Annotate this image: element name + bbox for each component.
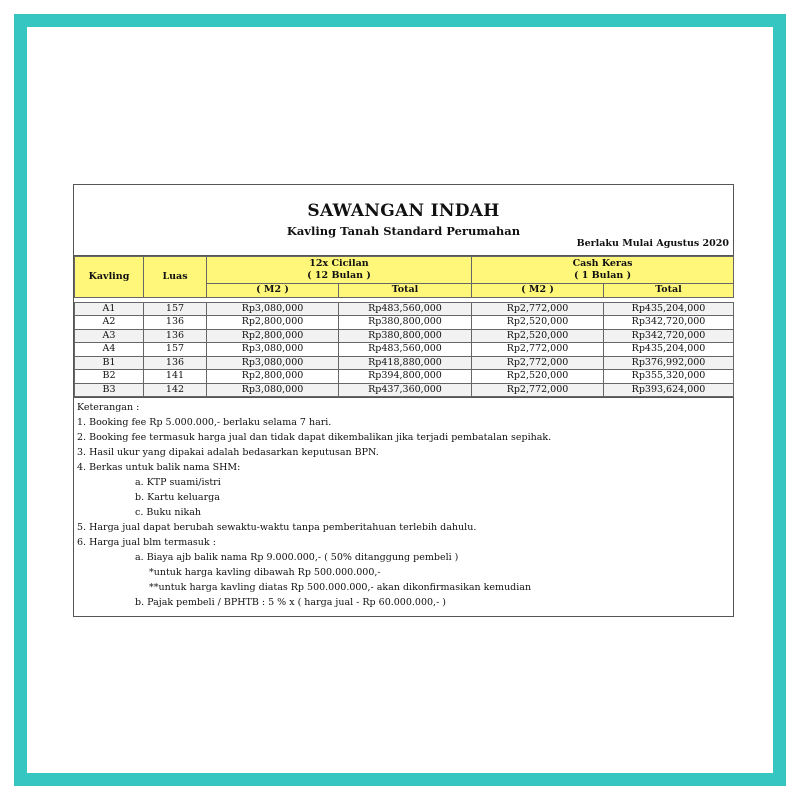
cell-cicilan-m2: Rp3,080,000 [207, 356, 339, 370]
cell-cash-total: Rp342,720,000 [604, 316, 734, 330]
note-6a-2: **untuk harga kavling diatas Rp 500.000.000,- akan dikonfirmasikan kemudian [149, 582, 532, 593]
cell-luas: 157 [144, 343, 207, 357]
notes-heading: Keterangan : [77, 402, 140, 413]
cell-cicilan-m2: Rp3,080,000 [207, 302, 339, 316]
cell-luas: 136 [144, 356, 207, 370]
cell-cicilan-total: Rp380,800,000 [339, 329, 472, 343]
price-table [74, 256, 734, 397]
cell-cash-m2: Rp2,520,000 [472, 370, 604, 384]
note-4: 4. Berkas untuk balik nama SHM: [77, 462, 241, 473]
note-6a-1: *untuk harga kavling dibawah Rp 500.000.000,- [149, 567, 381, 578]
cell-cicilan-total: Rp483,560,000 [339, 302, 472, 316]
cell-luas: 136 [144, 329, 207, 343]
col-cash [472, 257, 734, 284]
table-row [75, 356, 734, 370]
col-luas: Luas [144, 257, 207, 298]
cell-luas: 136 [144, 316, 207, 330]
cell-cash-total: Rp435,204,000 [604, 302, 734, 316]
cell-kavling: A3 [75, 329, 144, 343]
note-6: 6. Harga jual blm termasuk : [77, 537, 216, 548]
cell-cash-total: Rp393,624,000 [604, 383, 734, 397]
col-cash-total: Total [604, 284, 734, 298]
cell-cicilan-m2: Rp2,800,000 [207, 370, 339, 384]
table-row [75, 302, 734, 316]
cell-cash-m2: Rp2,772,000 [472, 343, 604, 357]
note-6a: a. Biaya ajb balik nama Rp 9.000.000,- ( 50% ditanggung pembeli ) [135, 552, 459, 563]
cicilan-title: 12x Cicilan [309, 257, 369, 269]
cicilan-sub: ( 12 Bulan ) [307, 270, 371, 281]
cash-title: Cash Keras [572, 257, 633, 269]
note-5: 5. Harga jual dapat berubah sewaktu-waktu tanpa pemberitahuan terlebih dahulu. [77, 522, 477, 533]
cell-cicilan-m2: Rp3,080,000 [207, 343, 339, 357]
cell-kavling: B1 [75, 356, 144, 370]
note-2: 2. Booking fee termasuk harga jual dan tidak dapat dikembalikan jika terjadi pembatalan sepihak. [77, 432, 552, 443]
table-row [75, 343, 734, 357]
cell-cash-m2: Rp2,772,000 [472, 383, 604, 397]
cell-luas: 157 [144, 302, 207, 316]
page-title: SAWANGAN INDAH [307, 201, 500, 221]
page-subtitle: Kavling Tanah Standard Perumahan [286, 224, 521, 238]
note-6b: b. Pajak pembeli / BPHTB : 5 % x ( harga jual - Rp 60.000.000,- ) [135, 597, 447, 608]
notes-section [74, 397, 733, 616]
cell-kavling: A4 [75, 343, 144, 357]
cell-cicilan-m2: Rp2,800,000 [207, 329, 339, 343]
cell-cicilan-total: Rp483,560,000 [339, 343, 472, 357]
cell-cicilan-total: Rp418,880,000 [339, 356, 472, 370]
cell-kavling: B2 [75, 370, 144, 384]
cell-cicilan-total: Rp394,800,000 [339, 370, 472, 384]
note-4a: a. KTP suami/istri [135, 477, 221, 488]
cell-cash-total: Rp342,720,000 [604, 329, 734, 343]
cell-cash-total: Rp355,320,000 [604, 370, 734, 384]
table-body [75, 302, 734, 397]
cell-kavling: B3 [75, 383, 144, 397]
table-row [75, 329, 734, 343]
cell-cash-m2: Rp2,772,000 [472, 356, 604, 370]
cell-luas: 141 [144, 370, 207, 384]
col-cicilan-total: Total [339, 284, 472, 298]
col-cicilan [207, 257, 472, 284]
col-cash-m2: ( M2 ) [472, 284, 604, 298]
cash-sub: ( 1 Bulan ) [573, 270, 632, 281]
price-sheet [73, 184, 734, 617]
title-block [74, 185, 733, 256]
cell-cash-total: Rp376,992,000 [604, 356, 734, 370]
table-row [75, 316, 734, 330]
table-row [75, 383, 734, 397]
cell-cicilan-total: Rp380,800,000 [339, 316, 472, 330]
cell-kavling: A2 [75, 316, 144, 330]
cell-cash-m2: Rp2,772,000 [472, 302, 604, 316]
col-cicilan-m2: ( M2 ) [207, 284, 339, 298]
cell-kavling: A1 [75, 302, 144, 316]
note-4b: b. Kartu keluarga [135, 492, 220, 503]
effective-date: Berlaku Mulai Agustus 2020 [576, 238, 729, 249]
table-row [75, 370, 734, 384]
col-kavling: Kavling [75, 257, 144, 298]
cell-cicilan-m2: Rp3,080,000 [207, 383, 339, 397]
cell-cicilan-m2: Rp2,800,000 [207, 316, 339, 330]
cell-cash-total: Rp435,204,000 [604, 343, 734, 357]
note-4c: c. Buku nikah [135, 507, 202, 518]
cell-luas: 142 [144, 383, 207, 397]
cell-cash-m2: Rp2,520,000 [472, 316, 604, 330]
cell-cicilan-total: Rp437,360,000 [339, 383, 472, 397]
cell-cash-m2: Rp2,520,000 [472, 329, 604, 343]
note-1: 1. Booking fee Rp 5.000.000,- berlaku selama 7 hari. [77, 417, 332, 428]
note-3: 3. Hasil ukur yang dipakai adalah bedasarkan keputusan BPN. [77, 447, 379, 458]
